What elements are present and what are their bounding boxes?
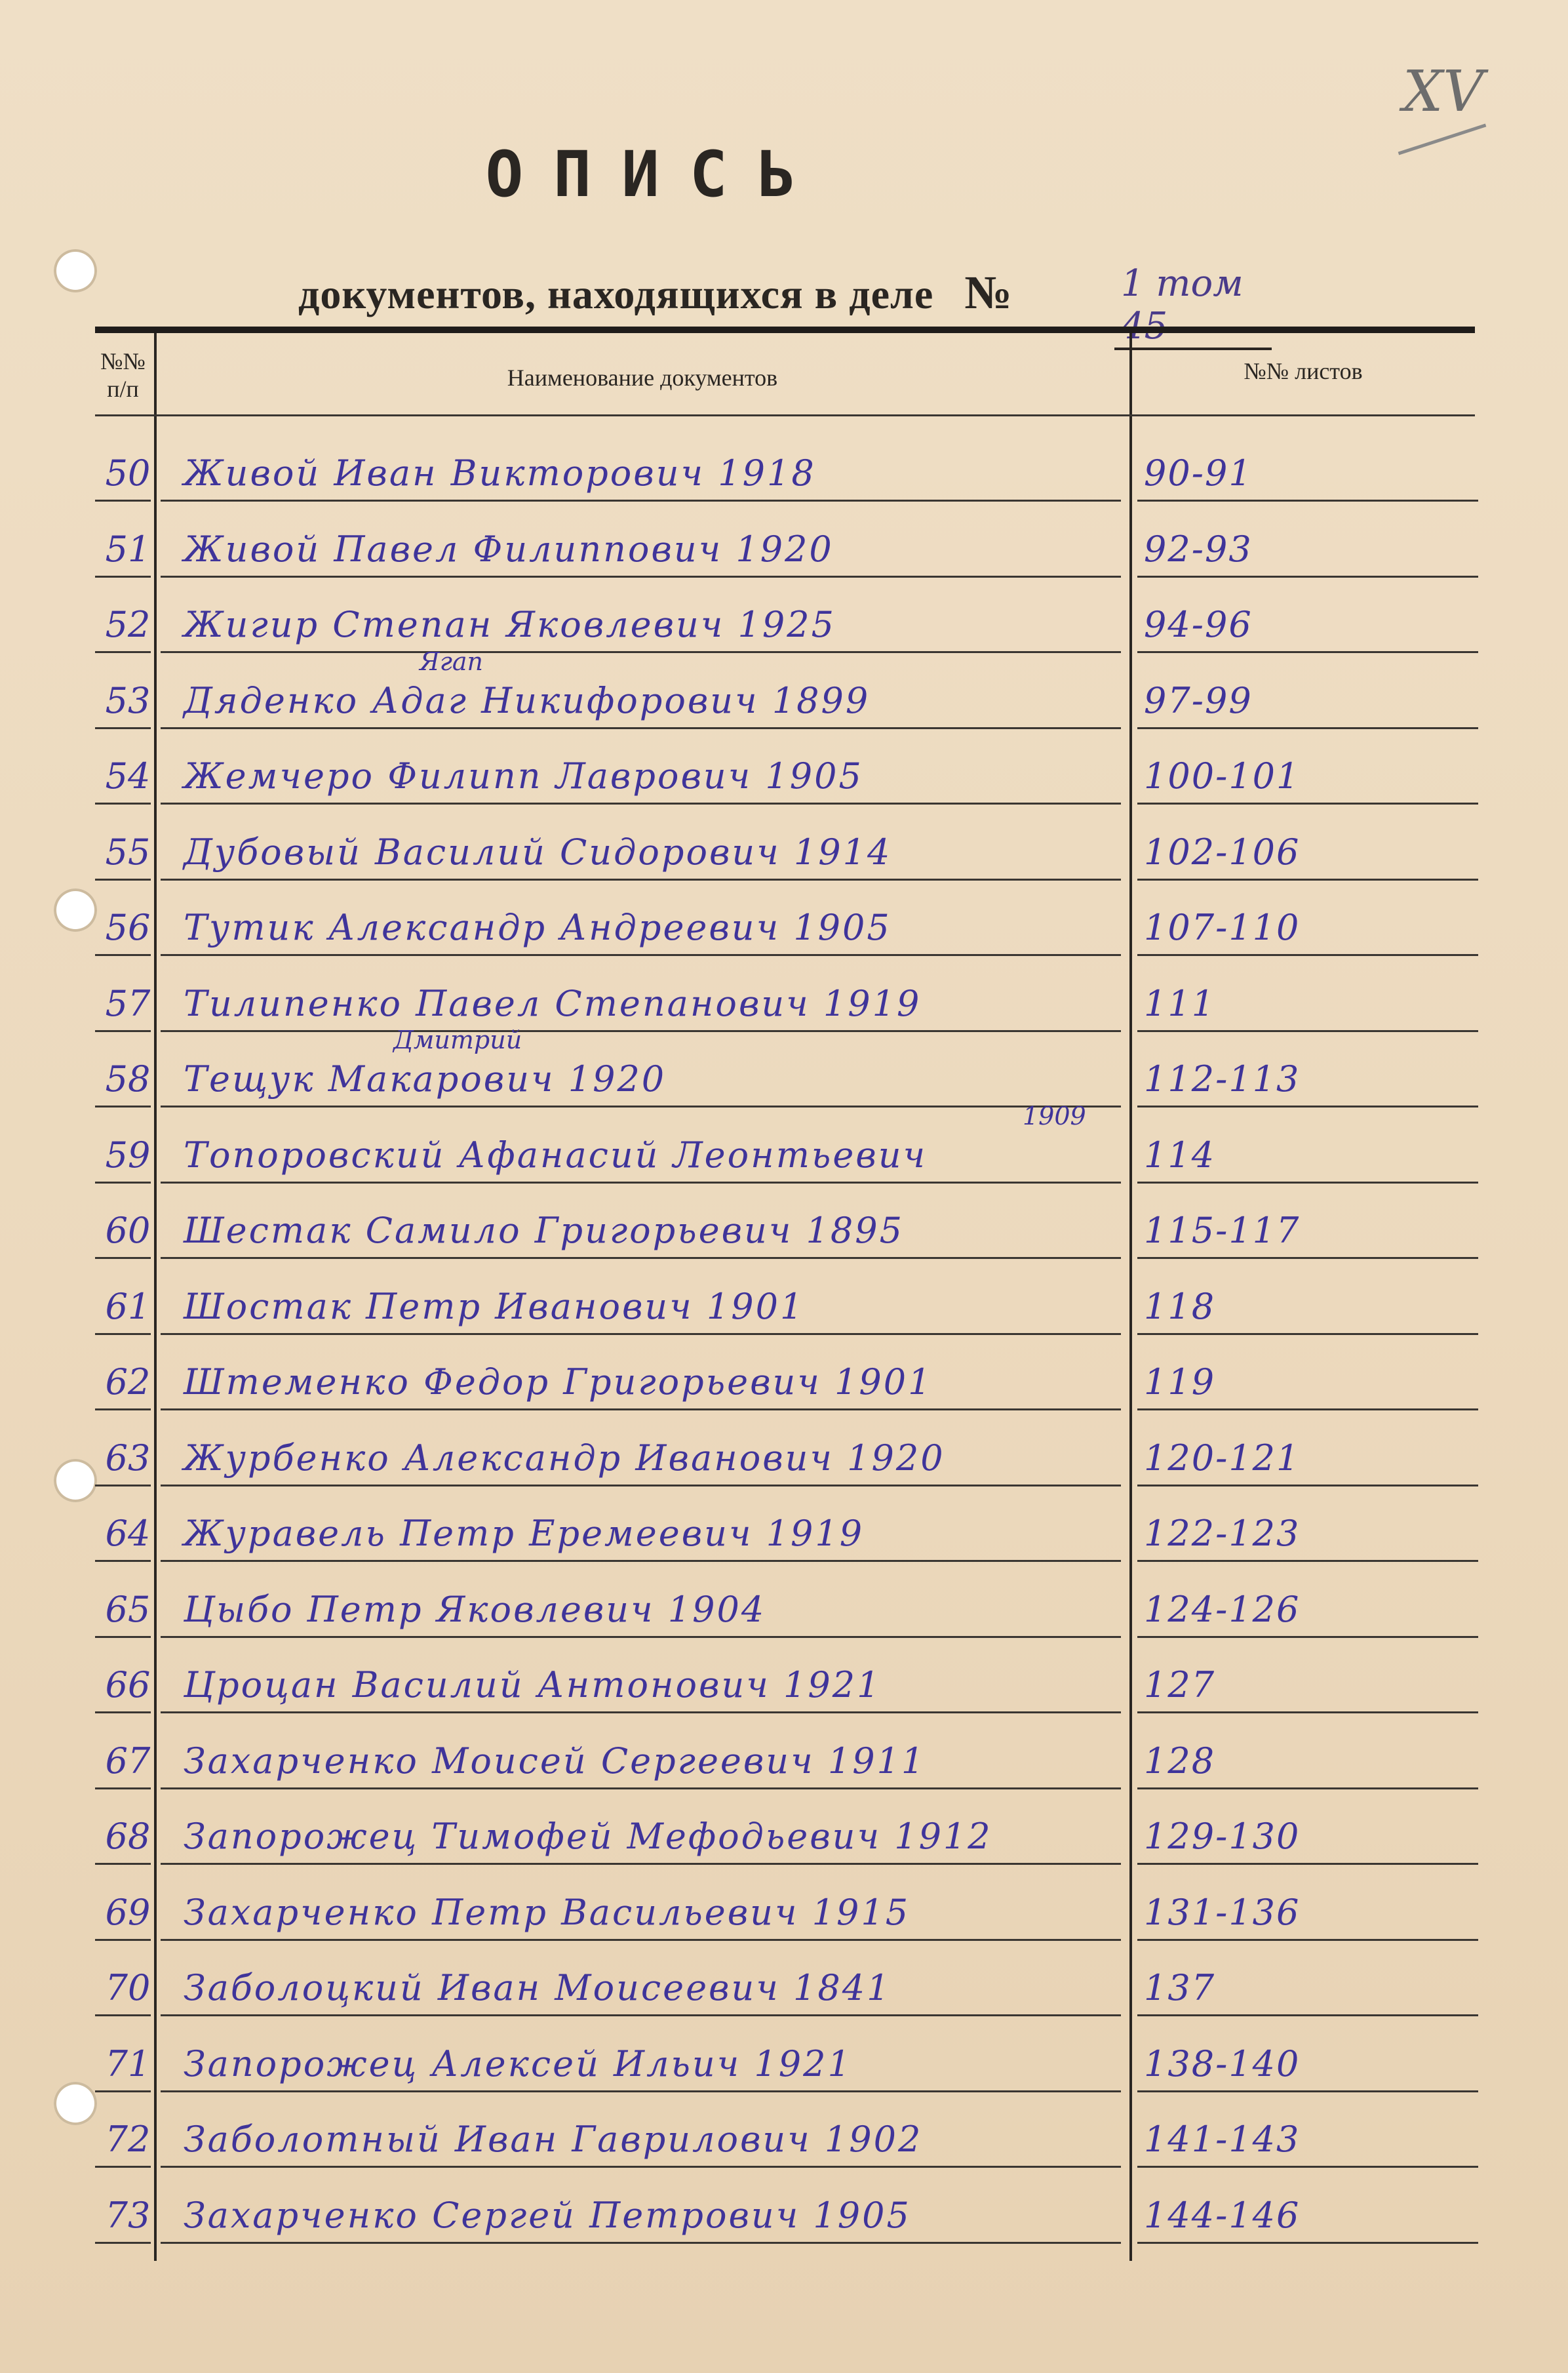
row-number: 56 xyxy=(105,907,151,948)
row-rule xyxy=(1137,1863,1478,1865)
case-number: 1 том xyxy=(1114,262,1272,350)
row-document-name: Тещук Макарович 1920 xyxy=(184,1058,667,1100)
row-rule xyxy=(95,1333,151,1335)
row-rule xyxy=(1137,2014,1478,2016)
row-number: 63 xyxy=(105,1437,151,1479)
row-number: 58 xyxy=(105,1058,151,1100)
row-document-name: Топоровский Афанасий Леонтьевич xyxy=(184,1134,928,1176)
row-rule xyxy=(1137,727,1478,729)
row-number: 50 xyxy=(105,452,151,494)
row-sheet-range: 128 xyxy=(1144,1740,1216,1782)
row-number: 52 xyxy=(105,604,151,645)
row-rule xyxy=(1137,1711,1478,1713)
row-rule xyxy=(161,2090,1121,2092)
row-document-name: Цроцан Василий Антонович 1921 xyxy=(184,1664,882,1705)
row-rule xyxy=(95,1106,151,1107)
row-document-name: Штеменко Федор Григорьевич 1901 xyxy=(184,1361,933,1403)
row-sheet-range: 97-99 xyxy=(1144,679,1253,721)
row-rule xyxy=(95,1787,151,1789)
row-rule xyxy=(95,1863,151,1865)
row-rule xyxy=(161,500,1121,502)
row-rule xyxy=(161,1787,1121,1789)
row-rule xyxy=(95,1939,151,1941)
row-rule xyxy=(95,1408,151,1410)
row-rule xyxy=(1137,1182,1478,1184)
row-document-name: Живой Иван Викторович 1918 xyxy=(184,452,816,494)
handwritten-correction: Ягап xyxy=(420,647,484,676)
row-rule xyxy=(1137,1408,1478,1410)
row-rule xyxy=(95,500,151,502)
row-rule xyxy=(95,1030,151,1032)
row-sheet-range: 124-126 xyxy=(1144,1588,1301,1630)
row-sheet-range: 137 xyxy=(1144,1967,1216,2008)
row-sheet-range: 118 xyxy=(1144,1285,1216,1327)
row-sheet-range: 122-123 xyxy=(1144,1513,1301,1554)
row-document-name: Тилипенко Павел Степанович 1919 xyxy=(184,982,922,1024)
row-sheet-range: 120-121 xyxy=(1144,1437,1301,1479)
row-sheet-range: 141-143 xyxy=(1144,2119,1301,2160)
row-rule xyxy=(95,1257,151,1259)
row-rule xyxy=(95,803,151,805)
row-rule xyxy=(161,879,1121,881)
page-subtitle xyxy=(298,266,1013,320)
row-sheet-range: 107-110 xyxy=(1144,907,1301,948)
row-rule xyxy=(161,2242,1121,2244)
row-rule xyxy=(161,2166,1121,2168)
row-rule xyxy=(161,651,1121,653)
row-number: 72 xyxy=(105,2119,151,2160)
row-rule xyxy=(1137,1106,1478,1107)
row-rule xyxy=(161,1333,1121,1335)
row-number: 64 xyxy=(105,1513,151,1554)
row-rule xyxy=(161,1939,1121,1941)
row-sheet-range: 127 xyxy=(1144,1664,1216,1705)
row-number: 54 xyxy=(105,755,151,797)
row-rule xyxy=(161,1711,1121,1713)
row-sheet-range: 92-93 xyxy=(1144,528,1253,570)
corner-mark: XV xyxy=(1403,59,1481,144)
row-rule xyxy=(1137,1636,1478,1638)
row-number: 66 xyxy=(105,1664,151,1705)
row-rule xyxy=(161,1485,1121,1486)
row-rule xyxy=(95,2242,151,2244)
row-number: 65 xyxy=(105,1588,151,1630)
row-sheet-range: 114 xyxy=(1144,1134,1216,1176)
row-rule xyxy=(1137,1333,1478,1335)
header-sheets: №№ листов xyxy=(1244,358,1363,384)
row-document-name: Жемчеро Филипп Лаврович 1905 xyxy=(184,755,863,797)
row-rule xyxy=(161,1257,1121,1259)
row-number: 71 xyxy=(105,2043,151,2084)
row-number: 69 xyxy=(105,1891,151,1933)
row-rule xyxy=(1137,2090,1478,2092)
row-document-name: Журавель Петр Еремеевич 1919 xyxy=(184,1513,865,1554)
row-number: 59 xyxy=(105,1134,151,1176)
row-document-name: Журбенко Александр Иванович 1920 xyxy=(184,1437,945,1479)
row-rule xyxy=(1137,500,1478,502)
row-sheet-range: 144-146 xyxy=(1144,2194,1301,2236)
row-sheet-range: 111 xyxy=(1144,982,1216,1024)
row-rule xyxy=(95,1182,151,1184)
row-document-name: Тутик Александр Андреевич 1905 xyxy=(184,907,892,948)
header-num: №№ п/п xyxy=(100,348,146,402)
row-sheet-range: 131-136 xyxy=(1144,1891,1301,1933)
row-sheet-range: 94-96 xyxy=(1144,604,1253,645)
row-number: 57 xyxy=(105,982,151,1024)
row-rule xyxy=(161,727,1121,729)
row-document-name: Заболоцкий Иван Моисеевич 1841 xyxy=(184,1967,892,2008)
row-number: 53 xyxy=(105,679,151,721)
row-rule xyxy=(161,803,1121,805)
row-rule xyxy=(161,1863,1121,1865)
row-rule xyxy=(95,879,151,881)
row-sheet-range: 138-140 xyxy=(1144,2043,1301,2084)
row-rule xyxy=(1137,879,1478,881)
row-document-name: Запорожец Тимофей Мефодьевич 1912 xyxy=(184,1816,992,1857)
row-rule xyxy=(95,1560,151,1562)
row-sheet-range: 115-117 xyxy=(1144,1210,1301,1251)
row-rule xyxy=(1137,576,1478,578)
row-number: 55 xyxy=(105,831,151,873)
row-rule xyxy=(1137,2166,1478,2168)
row-document-name: Заболотный Иван Гаврилович 1902 xyxy=(184,2119,923,2160)
page-title: ОПИСЬ xyxy=(485,138,826,211)
row-rule xyxy=(161,1182,1121,1184)
row-rule xyxy=(161,1560,1121,1562)
row-document-name: Цыбо Петр Яковлевич 1904 xyxy=(184,1588,766,1630)
header-name: Наименование документов xyxy=(507,365,778,391)
row-document-name: Дубовый Василий Сидорович 1914 xyxy=(184,831,892,873)
row-rule xyxy=(1137,1030,1478,1032)
row-document-name: Захарченко Петр Васильевич 1915 xyxy=(184,1891,911,1933)
row-rule xyxy=(1137,1485,1478,1486)
row-sheet-range: 129-130 xyxy=(1144,1816,1301,1857)
row-rule xyxy=(1137,1560,1478,1562)
row-number: 62 xyxy=(105,1361,151,1403)
row-document-name: Запорожец Алексей Ильич 1921 xyxy=(184,2043,852,2084)
row-rule xyxy=(1137,954,1478,956)
row-rule xyxy=(1137,2242,1478,2244)
row-rule xyxy=(1137,1939,1478,1941)
row-rule xyxy=(95,576,151,578)
row-document-name: Захарченко Сергей Петрович 1905 xyxy=(184,2194,911,2236)
row-rule xyxy=(1137,1787,1478,1789)
row-rule xyxy=(1137,651,1478,653)
row-sheet-range: 119 xyxy=(1144,1361,1216,1403)
row-document-name: Шестак Самило Григорьевич 1895 xyxy=(184,1210,904,1251)
row-number: 73 xyxy=(105,2194,151,2236)
row-rule xyxy=(95,1636,151,1638)
row-number: 61 xyxy=(105,1285,151,1327)
column-divider xyxy=(1129,333,1132,2261)
row-number: 51 xyxy=(105,528,151,570)
row-number: 60 xyxy=(105,1210,151,1251)
row-number: 68 xyxy=(105,1816,151,1857)
row-sheet-range: 90-91 xyxy=(1144,452,1253,494)
header-rule xyxy=(95,414,1475,416)
row-rule xyxy=(95,727,151,729)
row-rule xyxy=(1137,1257,1478,1259)
row-rule xyxy=(95,2166,151,2168)
row-rule xyxy=(95,651,151,653)
row-document-name: Шостак Петр Иванович 1901 xyxy=(184,1285,805,1327)
punch-hole xyxy=(54,249,97,292)
row-document-name: Захарченко Моисей Сергеевич 1911 xyxy=(184,1740,926,1782)
row-rule xyxy=(95,1485,151,1486)
row-number: 67 xyxy=(105,1740,151,1782)
row-sheet-range: 102-106 xyxy=(1144,831,1301,873)
table-top-rule xyxy=(95,327,1475,333)
row-document-name: Живой Павел Филиппович 1920 xyxy=(184,528,834,570)
row-rule xyxy=(95,2014,151,2016)
subtitle-text: документов, находящихся в деле xyxy=(298,271,934,317)
row-rule xyxy=(161,576,1121,578)
row-sheet-range: 112-113 xyxy=(1144,1058,1301,1100)
row-sheet-range: 100-101 xyxy=(1144,755,1301,797)
row-rule xyxy=(161,1636,1121,1638)
row-number: 70 xyxy=(105,1967,151,2008)
row-rule xyxy=(161,1106,1121,1107)
row-rule xyxy=(161,1408,1121,1410)
row-document-name: Дяденко Адаг Никифорович 1899 xyxy=(184,679,871,721)
handwritten-correction: Дмитрий xyxy=(393,1026,522,1054)
row-rule xyxy=(95,1711,151,1713)
row-rule xyxy=(1137,803,1478,805)
row-document-name: Жигир Степан Яковлевич 1925 xyxy=(184,604,836,645)
number-sign: № xyxy=(964,266,1013,319)
row-rule xyxy=(95,954,151,956)
handwritten-correction: 1909 xyxy=(1023,1101,1086,1130)
row-rule xyxy=(95,2090,151,2092)
row-rule xyxy=(161,2014,1121,2016)
row-rule xyxy=(161,1030,1121,1032)
row-rule xyxy=(161,954,1121,956)
